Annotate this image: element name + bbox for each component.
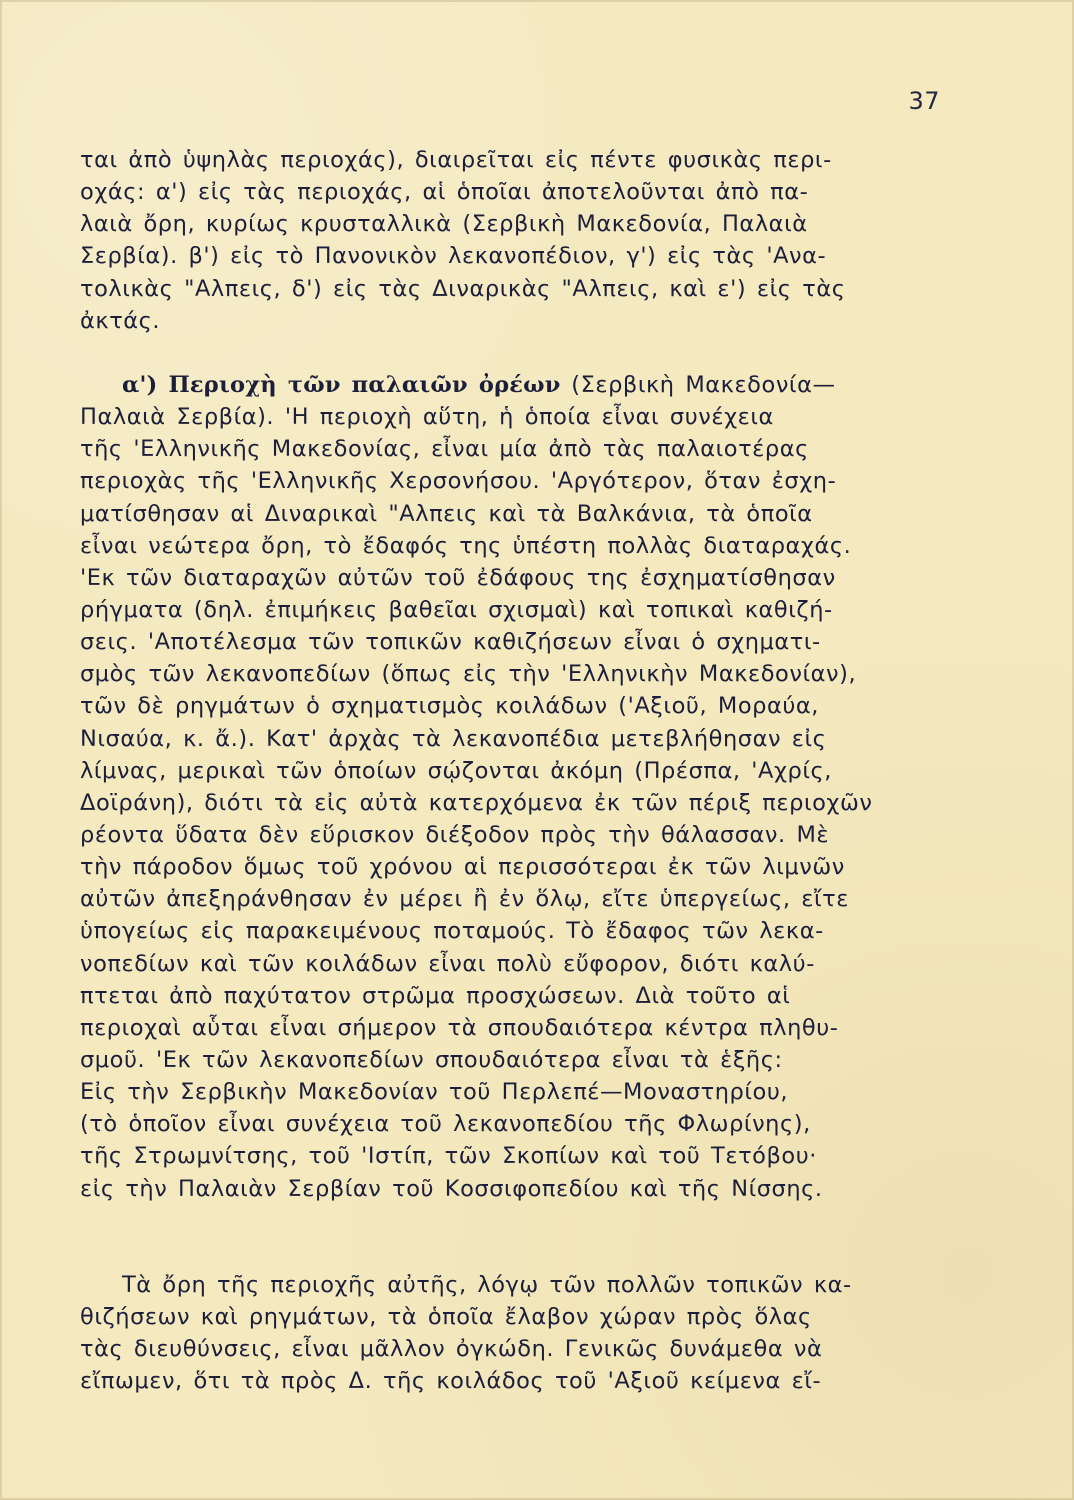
text-line: ἀκτάς. <box>80 307 161 334</box>
text-line: λίμνας, μερικαὶ τῶν ὁποίων σῴζονται ἀκόμη (Πρέσπα, 'Αχρίς, <box>80 757 832 784</box>
text-line: εἰς τὴν Παλαιὰν Σερβίαν τοῦ Κοσσιφοπεδίου καὶ τῆς Νίσσης. <box>80 1175 823 1202</box>
text-line: λαιὰ ὄρη, κυρίως κρυσταλλικὰ (Σερβικὴ Μακεδονία, Παλαιὰ <box>80 211 808 238</box>
section-heading-rest: (Σερβικὴ Μακεδονία— <box>571 371 836 398</box>
section-heading: α') Περιοχὴ τῶν παλαιῶν ὀρέων <box>122 371 561 398</box>
page-number: 37 <box>908 87 940 115</box>
text-line: περιοχὰς τῆς 'Ελληνικῆς Χερσονήσου. 'Αργότερον, ὅταν ἐσχη- <box>80 468 837 495</box>
text-line: ὑπογείως εἰς παρακειμένους ποταμούς. Τὸ ἔδαφος τῶν λεκα- <box>80 918 824 945</box>
text-line: Δοϊράνη), διότι τὰ εἰς αὐτὰ κατερχόμενα ἐκ τῶν πέριξ περιοχῶν <box>80 789 873 816</box>
text-line: ρέοντα ὕδατα δὲν εὕρισκον διέξοδον πρὸς τὴν θάλασσαν. Μὲ <box>80 821 830 848</box>
text-line: περιοχαὶ αὗται εἶναι σήμερον τὰ σπουδαιότερα κέντρα πληθυ- <box>80 1014 839 1041</box>
text-line: τὴν πάροδον ὅμως τοῦ χρόνου αἱ περισσότεραι ἐκ τῶν λιμνῶν <box>80 854 845 881</box>
text-line: ται ἀπὸ ὑψηλὰς περιοχάς), διαιρεῖται εἰς πέντε φυσικὰς περι- <box>80 147 832 173</box>
text-line: 'Εκ τῶν διαταραχῶν αὐτῶν τοῦ ἐδάφους της ἐσχηματίσθησαν <box>80 564 836 591</box>
text-line: Σερβία). β') εἰς τὸ Πανονικὸν λεκανοπέδιον, γ') εἰς τὰς 'Ανα- <box>80 243 827 270</box>
text-line: πτεται ἀπὸ παχύτατον στρῶμα προσχώσεων. Διὰ τοῦτο αἱ <box>80 982 791 1009</box>
text-line: Νισαύα, κ. ἄ.). Κατ' ἀρχὰς τὰ λεκανοπέδια μετεβλήθησαν εἰς <box>80 725 827 752</box>
text-line: οχάς: α') εἰς τὰς περιοχάς, αἱ ὁποῖαι ἀποτελοῦνται ἀπὸ πα- <box>80 179 809 206</box>
text-line: τολικὰς "Αλπεις, δ') εἰς τὰς Διναρικὰς "Αλπεις, καὶ ε') εἰς τὰς <box>80 275 846 302</box>
text-line: (τὸ ὁποῖον εἶναι συνέχεια τοῦ λεκανοπεδίου τῆς Φλωρίνης), <box>80 1111 811 1138</box>
text-line <box>80 337 920 369</box>
text-line: εἶναι νεώτερα ὄρη, τὸ ἔδαφός της ὑπέστη πολλὰς διαταραχάς. <box>80 532 852 559</box>
text-line: τῆς Στρωμνίτσης, τοῦ 'Ιστίπ, τῶν Σκοπίων καὶ τοῦ Τετόβου· <box>80 1143 817 1170</box>
text-line: νοπεδίων καὶ τῶν κοιλάδων εἶναι πολὺ εὔφορον, διότι καλύ- <box>80 950 815 977</box>
text-line: Παλαιὰ Σερβία). 'Η περιοχὴ αὕτη, ἡ ὁποία εἶναι συνέχεια <box>80 404 774 431</box>
text-line <box>80 1237 920 1269</box>
text-line: σμὸς τῶν λεκανοπεδίων (ὅπως εἰς τὴν 'Ελληνικὴν Μακεδονίαν), <box>80 661 857 688</box>
text-line: εἴπωμεν, ὅτι τὰ πρὸς Δ. τῆς κοιλάδος τοῦ 'Αξιοῦ κείμενα εἴ- <box>80 1368 822 1395</box>
text-line: ματίσθησαν αἱ Διναρικαὶ "Αλπεις καὶ τὰ Βαλκάνια, τὰ ὁποῖα <box>80 500 813 527</box>
text-line <box>80 1205 920 1237</box>
text-line: τῶν δὲ ρηγμάτων ὁ σχηματισμὸς κοιλάδων ('Αξιοῦ, Μοραύα, <box>80 693 820 720</box>
text-line: θιζήσεων καὶ ρηγμάτων, τὰ ὁποῖα ἔλαβον χώραν πρὸς ὅλας <box>80 1304 812 1331</box>
text-line: τὰς διευθύνσεις, εἶναι μᾶλλον ὀγκώδη. Γενικῶς δυνάμεθα νὰ <box>80 1336 823 1363</box>
text-line: τῆς 'Ελληνικῆς Μακεδονίας, εἶναι μία ἀπὸ τὰς παλαιοτέρας <box>80 436 809 463</box>
text-line: σεις. 'Αποτέλεσμα τῶν τοπικῶν καθιζήσεων εἶναι ὁ σχηματι- <box>80 629 821 656</box>
text-body <box>80 144 920 1397</box>
paragraph-start-line: Τὰ ὄρη τῆς περιοχῆς αὐτῆς, λόγῳ τῶν πολλῶν τοπικῶν κα- <box>122 1271 852 1298</box>
text-line: αὐτῶν ἀπεξηράνθησαν ἐν μέρει ἢ ἐν ὅλῳ, εἴτε ὑπεργείως, εἴτε <box>80 886 849 913</box>
section-heading-line <box>80 369 920 401</box>
text-line: σμοῦ. 'Εκ τῶν λεκανοπεδίων σπουδαιότερα εἶναι τὰ ἑξῆς: <box>80 1046 783 1073</box>
text-line: Εἰς τὴν Σερβικὴν Μακεδονίαν τοῦ Περλεπέ—Μοναστηρίου, <box>80 1079 789 1106</box>
text-line: ρήγματα (δηλ. ἐπιμήκεις βαθεῖαι σχισμαὶ) καὶ τοπικαὶ καθιζή- <box>80 596 833 623</box>
